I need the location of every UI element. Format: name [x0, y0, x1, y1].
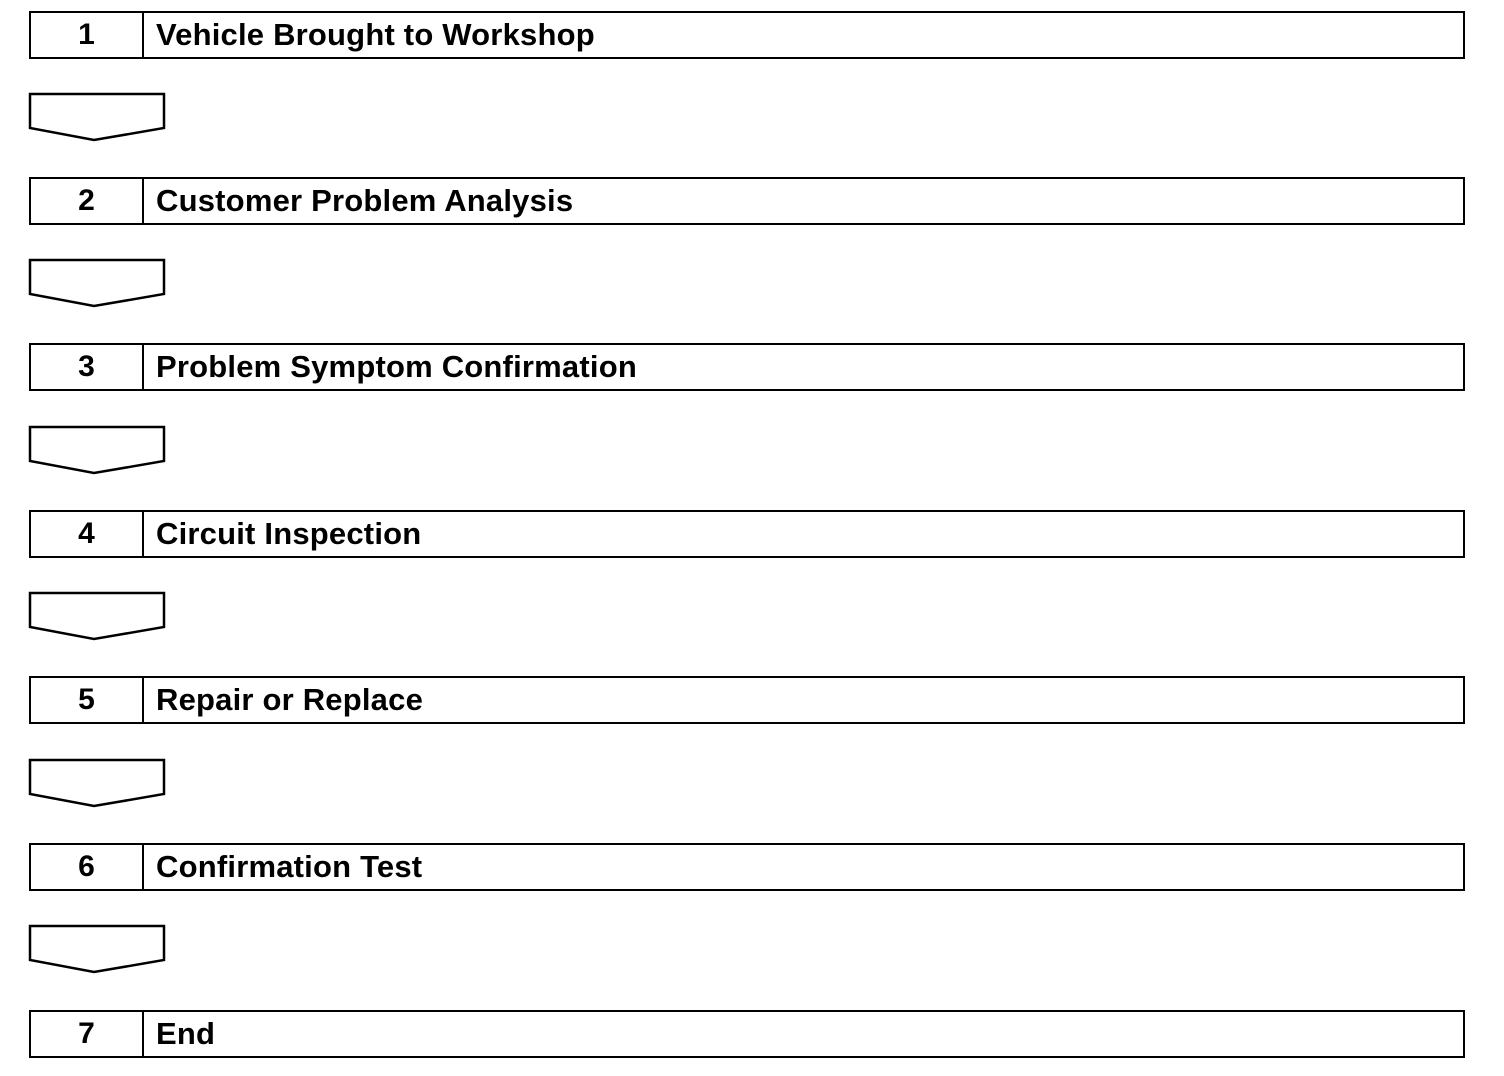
step-4-label: Circuit Inspection [156, 516, 422, 551]
step-7-label: End [156, 1016, 216, 1051]
down-arrow-icon [28, 924, 166, 974]
step-6-label: Confirmation Test [156, 849, 423, 884]
down-arrow-icon [28, 92, 166, 142]
step-3-label: Problem Symptom Confirmation [156, 349, 637, 384]
down-arrow-icon [28, 591, 166, 641]
step-3-number: 3 [31, 345, 144, 389]
step-1-box [29, 11, 1465, 59]
step-5-number: 5 [31, 678, 144, 722]
down-arrow-icon [28, 258, 166, 308]
step-5-box [29, 676, 1465, 724]
step-1-number: 1 [31, 13, 144, 57]
step-2-box [29, 177, 1465, 225]
step-4-number: 4 [31, 512, 144, 556]
down-arrow-icon [28, 425, 166, 475]
step-4-box [29, 510, 1465, 558]
step-2-label: Customer Problem Analysis [156, 183, 574, 218]
step-5-label: Repair or Replace [156, 682, 424, 717]
step-3-box [29, 343, 1465, 391]
step-7-number: 7 [31, 1012, 144, 1056]
step-7-box [29, 1010, 1465, 1058]
down-arrow-icon [28, 758, 166, 808]
step-6-box [29, 843, 1465, 891]
step-6-number: 6 [31, 845, 144, 889]
step-2-number: 2 [31, 179, 144, 223]
step-1-label: Vehicle Brought to Workshop [156, 17, 595, 52]
